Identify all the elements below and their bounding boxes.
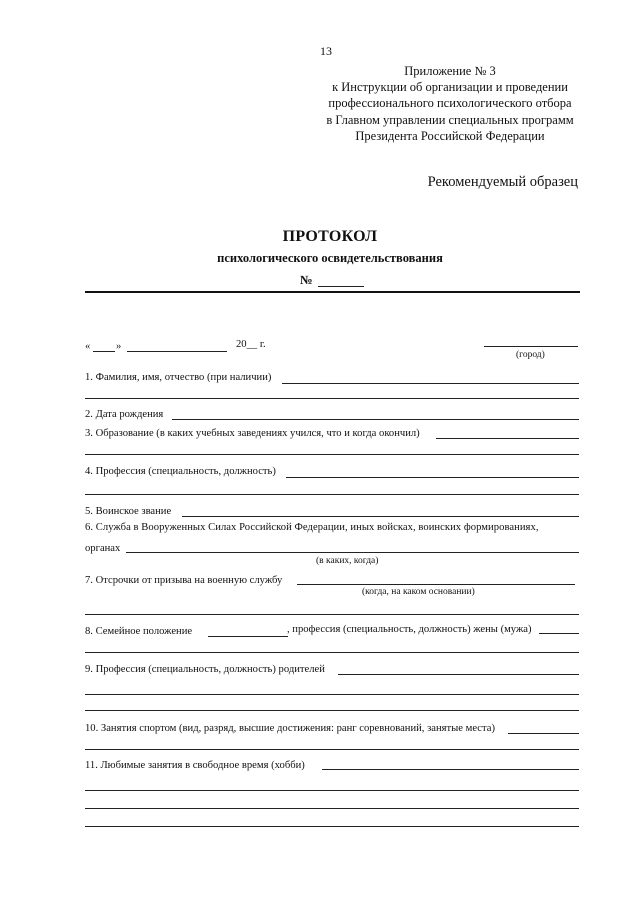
field-11-input-line[interactable] [322, 769, 579, 770]
field-6-hint: (в каких, когда) [316, 556, 379, 566]
appendix-line-2: к Инструкции об организации и проведении [332, 80, 568, 95]
date-month-line[interactable] [127, 351, 227, 352]
field-1-label: 1. Фамилия, имя, отчество (при наличии) [85, 372, 272, 383]
appendix-line-4: в Главном управлении специальных программ [326, 112, 574, 127]
field-8-label: 8. Семейное положение [85, 626, 193, 637]
field-10-label: 10. Занятия спортом (вид, разряд, высшие достижения: ранг соревнований, занятые места) [85, 723, 495, 734]
field-9-extra-line-2[interactable] [85, 710, 579, 711]
protocol-number-line[interactable] [318, 286, 364, 287]
protocol-number-label: № [300, 273, 313, 287]
field-7-label: 7. Отсрочки от призыва на военную службу [85, 575, 283, 586]
field-8-label-cont: , профессия (специальность, должность) жены (мужа) [287, 624, 532, 635]
field-10-extra-line[interactable] [85, 749, 579, 750]
field-6-label-cont: органах [85, 543, 121, 554]
field-7-hint: (когда, на каком основании) [362, 587, 475, 597]
field-7-extra-line[interactable] [85, 614, 579, 615]
field-11-label: 11. Любимые занятия в свободное время (хобби) [85, 760, 305, 771]
recommended-sample-label: Рекомендуемый образец [427, 174, 578, 190]
date-day-line[interactable] [93, 351, 115, 352]
page-number: 13 [320, 44, 332, 58]
field-1-extra-line[interactable] [85, 398, 579, 399]
field-6-input-line[interactable] [126, 552, 579, 553]
field-9-input-line[interactable] [338, 674, 579, 675]
field-4-extra-line[interactable] [85, 494, 579, 495]
field-3-label: 3. Образование (в каких учебных заведениях учился, что и когда окончил) [85, 428, 420, 439]
field-4-label: 4. Профессия (специальность, должность) [85, 466, 276, 477]
field-1-input-line[interactable] [282, 383, 579, 384]
field-2-input-line[interactable] [172, 419, 579, 420]
city-line[interactable] [484, 346, 578, 347]
field-5-input-line[interactable] [182, 516, 579, 517]
field-3-input-line[interactable] [436, 438, 579, 439]
field-8-input-line[interactable] [539, 633, 579, 634]
document-title: ПРОТОКОЛ [282, 228, 378, 245]
field-11-extra-line-2[interactable] [85, 808, 579, 809]
field-3-extra-line[interactable] [85, 454, 579, 455]
document-subtitle: психологического освидетельствования [217, 251, 443, 265]
appendix-line-3: профессионального психологического отбора [328, 96, 572, 111]
field-7-input-line[interactable] [297, 584, 575, 585]
appendix-line-1: Приложение № 3 [404, 64, 496, 78]
field-5-label: 5. Воинское звание [85, 506, 172, 517]
field-9-extra-line-1[interactable] [85, 694, 579, 695]
city-label: (город) [516, 350, 545, 360]
appendix-line-5: Президента Российской Федерации [355, 128, 545, 143]
header-divider [85, 291, 580, 293]
field-9-label: 9. Профессия (специальность, должность) родителей [85, 664, 325, 675]
field-2-label: 2. Дата рождения [85, 409, 164, 420]
field-10-input-line[interactable] [508, 733, 579, 734]
field-11-extra-line-1[interactable] [85, 790, 579, 791]
date-close-quote: » [116, 341, 122, 352]
field-8-extra-line[interactable] [85, 652, 579, 653]
field-11-extra-line-3[interactable] [85, 826, 579, 827]
field-4-input-line[interactable] [286, 477, 579, 478]
field-6-label: 6. Служба в Вооруженных Силах Российской Федерации, иных войсках, воинских формированиях, [85, 522, 539, 533]
date-open-quote: « [85, 341, 91, 352]
field-8-marital-line[interactable] [208, 636, 288, 637]
date-year-label: 20__ г. [236, 339, 266, 350]
appendix-block [300, 63, 600, 144]
